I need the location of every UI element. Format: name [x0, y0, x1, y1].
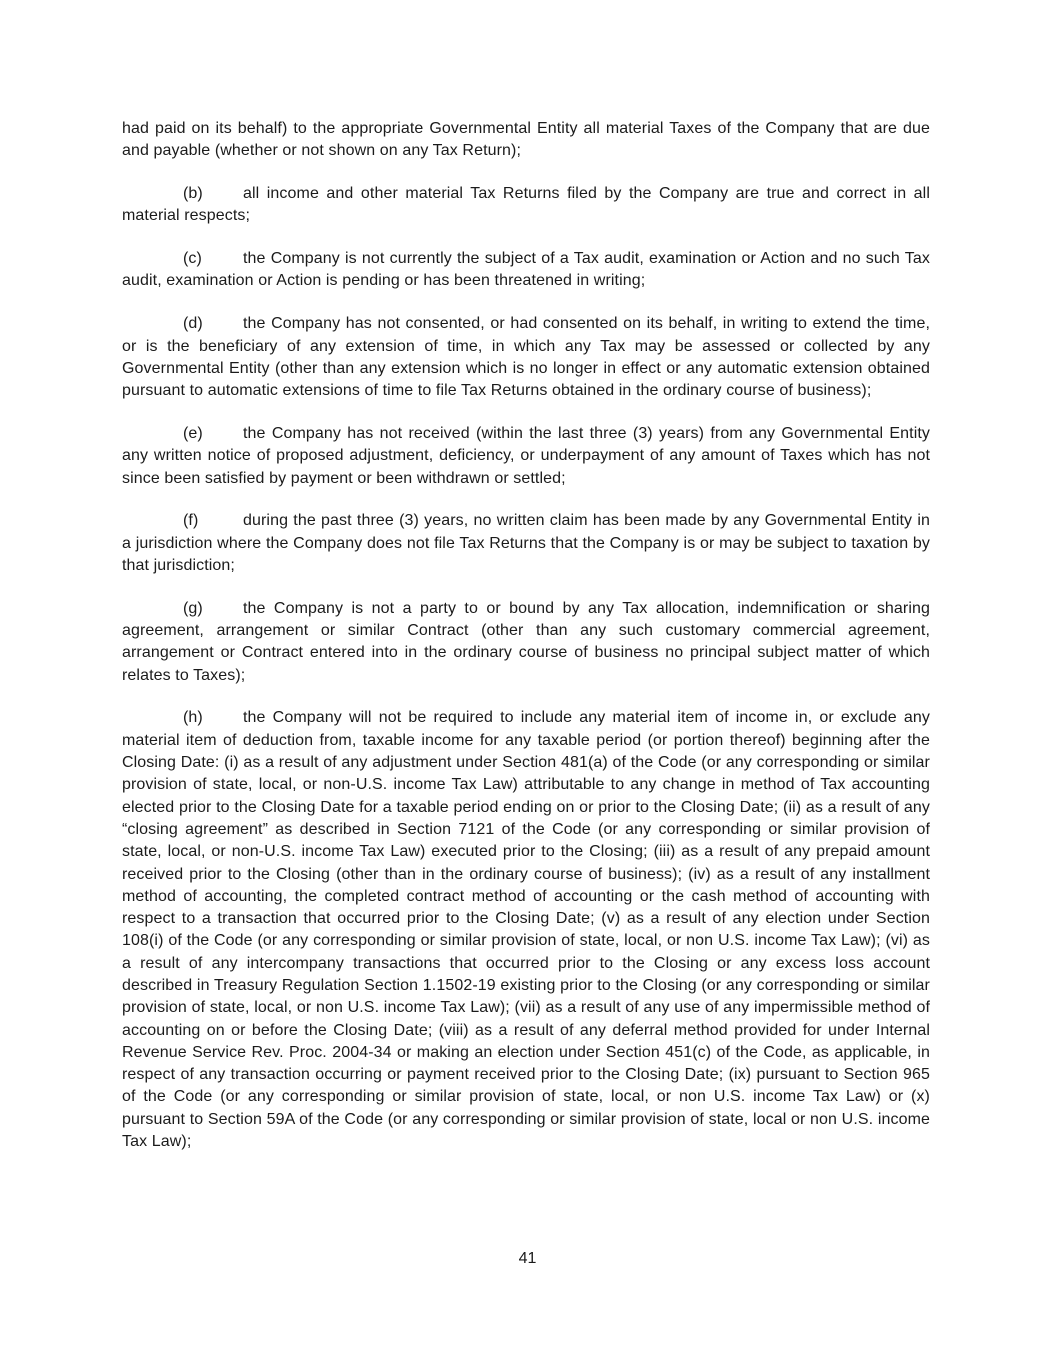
- paragraph-text: all income and other material Tax Returns filed by the Company are true and correct in all material respects;: [122, 185, 930, 225]
- paragraph-text: had paid on its behalf) to the appropriate Governmental Entity all material Taxes of the Company that are due and payable (whether or not shown on any Tax Return);: [122, 120, 930, 160]
- paragraph-c: [122, 248, 930, 293]
- paragraph-f: [122, 510, 930, 577]
- paragraph-text: during the past three (3) years, no written claim has been made by any Governmental Entity in a jurisdiction where the Company does not file Tax Returns that the Company is or may be subject to taxation by that jurisdiction;: [122, 512, 930, 574]
- paragraph-text: the Company will not be required to include any material item of income in, or exclude any material item of deduction from, taxable income for any taxable period (or portion thereof) beginning after the Closing Date: (i) as a result of any adjustment under Section 481(a) of the Code (or any corresponding or similar provision of state, local, or non-U.S. income Tax Law) attributable to any change in method of Tax accounting elected prior to the Closing Date for a taxable period ending on or prior to the Closing Date; (ii) as a result of any “closing agreement” as described in Section 7121 of the Code (or any corresponding or similar provision of state, local, or non-U.S. income Tax Law) executed prior to the Closing; (iii) as a result of any prepaid amount received prior to the Closing (other than in the ordinary course of business); (iv) as a result of any installment method of accounting, the completed contract method of accounting or the cash method of accounting with respect to a transaction that occurred prior to the Closing Date; (v) as a result of any election under Section 108(i) of the Code (or any corresponding or similar provision of state, local, or non U.S. income Tax Law); (vi) as a result of any intercompany transactions that occurred prior to the Closing or any excess loss account described in Treasury Regulation Section 1.1502-19 existing prior to the Closing (or any corresponding or similar provision of state, local, or non U.S. income Tax Law); (vii) as a result of any use of any impermissible method of accounting on or before the Closing Date; (viii) as a result of any deferral method provided for under Internal Revenue Service Rev. Proc. 2004-34 or making an election under Section 451(c) of the Code, as applicable, in respect of any transaction occurring or payment received prior to the Closing Date; (ix) pursuant to Section 965 of the Code (or any corresponding or similar provision of state, local, or non U.S. income Tax Law) or (x) pursuant to Section 59A of the Code (or any corresponding or similar provision of state, local or non U.S. income Tax Law);: [122, 709, 930, 1151]
- paragraph-label: (h): [183, 709, 203, 727]
- page-number: 41: [518, 1250, 537, 1267]
- page-content: [122, 118, 930, 1174]
- paragraph-label: (d): [183, 315, 203, 333]
- paragraph-label: (e): [183, 424, 203, 442]
- paragraph-label: (f): [183, 512, 199, 530]
- paragraph-label: (g): [183, 599, 203, 617]
- paragraph-text: the Company has not received (within the last three (3) years) from any Governmental Entity any written notice of proposed adjustment, deficiency, or underpayment of any amount of Taxes which has not since been satisfied by payment or been withdrawn or settled;: [122, 424, 930, 487]
- paragraph-label: (b): [183, 185, 203, 203]
- paragraph-a-continuation: [122, 118, 930, 163]
- paragraph-e: [122, 423, 930, 490]
- paragraph-g: [122, 598, 930, 687]
- paragraph-d: [122, 313, 930, 402]
- paragraph-h: [122, 707, 930, 1153]
- paragraph-label: (c): [183, 250, 202, 268]
- paragraph-text: the Company is not a party to or bound by any Tax allocation, indemnification or sharing agreement, arrangement or similar Contract (other than any such customary commercial agreement, arrangement or Contract entered into in the ordinary course of business no principal subject matter of which relates to Taxes);: [122, 599, 930, 684]
- paragraph-b: [122, 183, 930, 228]
- paragraph-text: the Company has not consented, or had consented on its behalf, in writing to extend the time, or is the beneficiary of any extension of time, in which any Tax may be assessed or collected by any Governmental Entity (other than any extension which is no longer in effect or any automatic extension obtained pursuant to automatic extensions of time to file Tax Returns obtained in the ordinary course of business);: [122, 315, 930, 400]
- paragraph-text: the Company is not currently the subject of a Tax audit, examination or Action and no such Tax audit, examination or Action is pending or has been threatened in writing;: [122, 250, 930, 290]
